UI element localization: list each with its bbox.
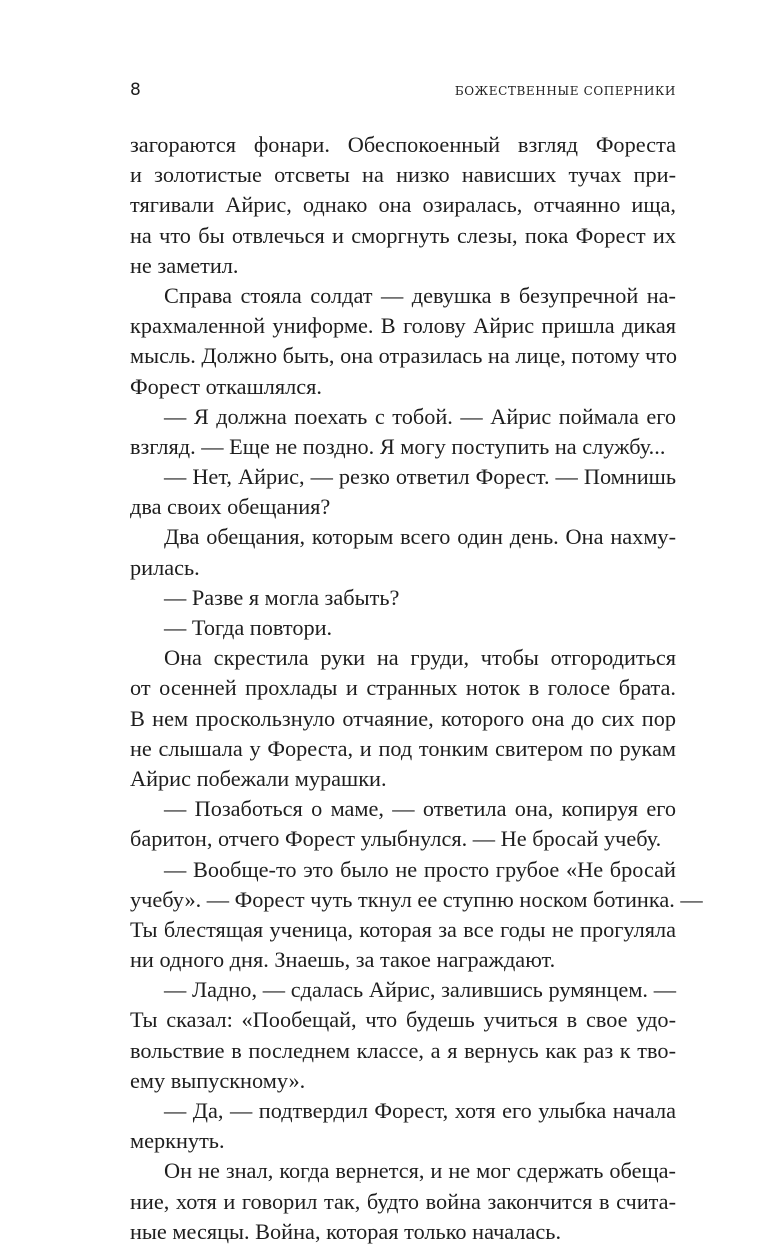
paragraph xyxy=(130,130,676,281)
paragraph xyxy=(130,281,676,402)
text-line: взгляд. — Еще не поздно. Я могу поступить на службу... xyxy=(130,433,666,459)
text-line: тягивали Айрис, однако она озиралась, отчаянно ища, xyxy=(130,192,676,218)
paragraph xyxy=(130,613,676,643)
text-line: и золотистые отсветы на низко нависших тучах при- xyxy=(130,162,676,188)
text-line: два своих обещания? xyxy=(130,494,331,520)
text-line: загораются фонари. Обеспокоенный взгляд Фореста xyxy=(130,132,676,157)
text-line: — Тогда повтори. xyxy=(164,615,333,640)
text-line: — Я должна поехать с тобой. — Айрис поймала его xyxy=(164,403,676,429)
text-line: крахмаленной униформе. В голову Айрис пришла дикая xyxy=(130,313,676,339)
text-line: ные месяцы. Война, которая только началась. xyxy=(130,1218,562,1244)
text-line: — Нет, Айрис, — резко ответил Форест. — Помнишь xyxy=(164,464,676,490)
paragraph xyxy=(130,583,676,613)
text-line: на что бы отвлечься и сморгнуть слезы, пока Форест их xyxy=(130,222,676,248)
text-line: ни одного дня. Знаешь, за такое награждают. xyxy=(130,947,556,973)
text-line: вольствие в последнем классе, а я вернусь как раз к тво- xyxy=(130,1037,676,1063)
text-line: Справа стояла солдат — девушка в безупречной на- xyxy=(164,282,676,308)
page-header xyxy=(130,80,676,104)
text-line: Форест откашлялся. xyxy=(130,373,322,399)
text-line: ние, хотя и говорил так, будто война закончится в счита- xyxy=(130,1188,676,1214)
text-line: баритон, отчего Форест улыбнулся. — Не бросай учебу. xyxy=(130,826,662,852)
text-line: — Позаботься о маме, — ответила она, копируя его xyxy=(164,796,676,822)
paragraph xyxy=(130,1156,676,1247)
text-line: рилась. xyxy=(130,554,200,580)
paragraph xyxy=(130,402,676,462)
text-line: Ты сказал: «Пообещай, что будешь учиться в свое удо- xyxy=(130,1007,676,1033)
text-line: Два обещания, которым всего один день. Она нахму- xyxy=(164,524,676,550)
text-line: мысль. Должно быть, она отразилась на лице, потому что xyxy=(130,343,677,369)
text-line: Ты блестящая ученица, которая за все годы не прогуляла xyxy=(130,916,676,942)
running-head: БОЖЕСТВЕННЫЕ СОПЕРНИКИ xyxy=(454,84,676,98)
paragraph xyxy=(130,462,676,522)
text-line: от осенней прохлады и странных ноток в голосе брата. xyxy=(130,675,676,701)
text-line: не слышала у Фореста, и под тонким свитером по рукам xyxy=(130,735,676,761)
paragraph xyxy=(130,855,703,976)
body-text xyxy=(130,130,703,1247)
paragraph xyxy=(130,1096,676,1156)
paragraph xyxy=(130,522,676,582)
text-line: Она скрестила руки на груди, чтобы отгородиться xyxy=(164,645,676,671)
text-line: — Вообще-то это было не просто грубое «Не бросай xyxy=(164,856,676,882)
text-line: — Ладно, — сдалась Айрис, залившись румянцем. — xyxy=(164,977,676,1003)
text-line: — Да, — подтвердил Форест, хотя его улыбка начала xyxy=(164,1098,676,1123)
text-line: — Разве я могла забыть? xyxy=(164,584,400,610)
paragraph xyxy=(130,643,676,794)
text-line: Айрис побежали мурашки. xyxy=(130,765,387,791)
text-line: В нем проскользнуло отчаяние, которого она до сих пор xyxy=(130,705,676,731)
text-line: учебу». — Форест чуть ткнул ее ступню носком ботинка. — xyxy=(130,886,703,912)
page-number: 8 xyxy=(130,80,141,100)
paragraph xyxy=(130,794,676,854)
text-line: не заметил. xyxy=(130,252,239,278)
text-line: меркнуть. xyxy=(130,1128,225,1154)
text-line: Он не знал, когда вернется, и не мог сдержать обеща- xyxy=(164,1158,676,1184)
text-line: ему выпускному». xyxy=(130,1067,306,1093)
paragraph xyxy=(130,975,676,1096)
